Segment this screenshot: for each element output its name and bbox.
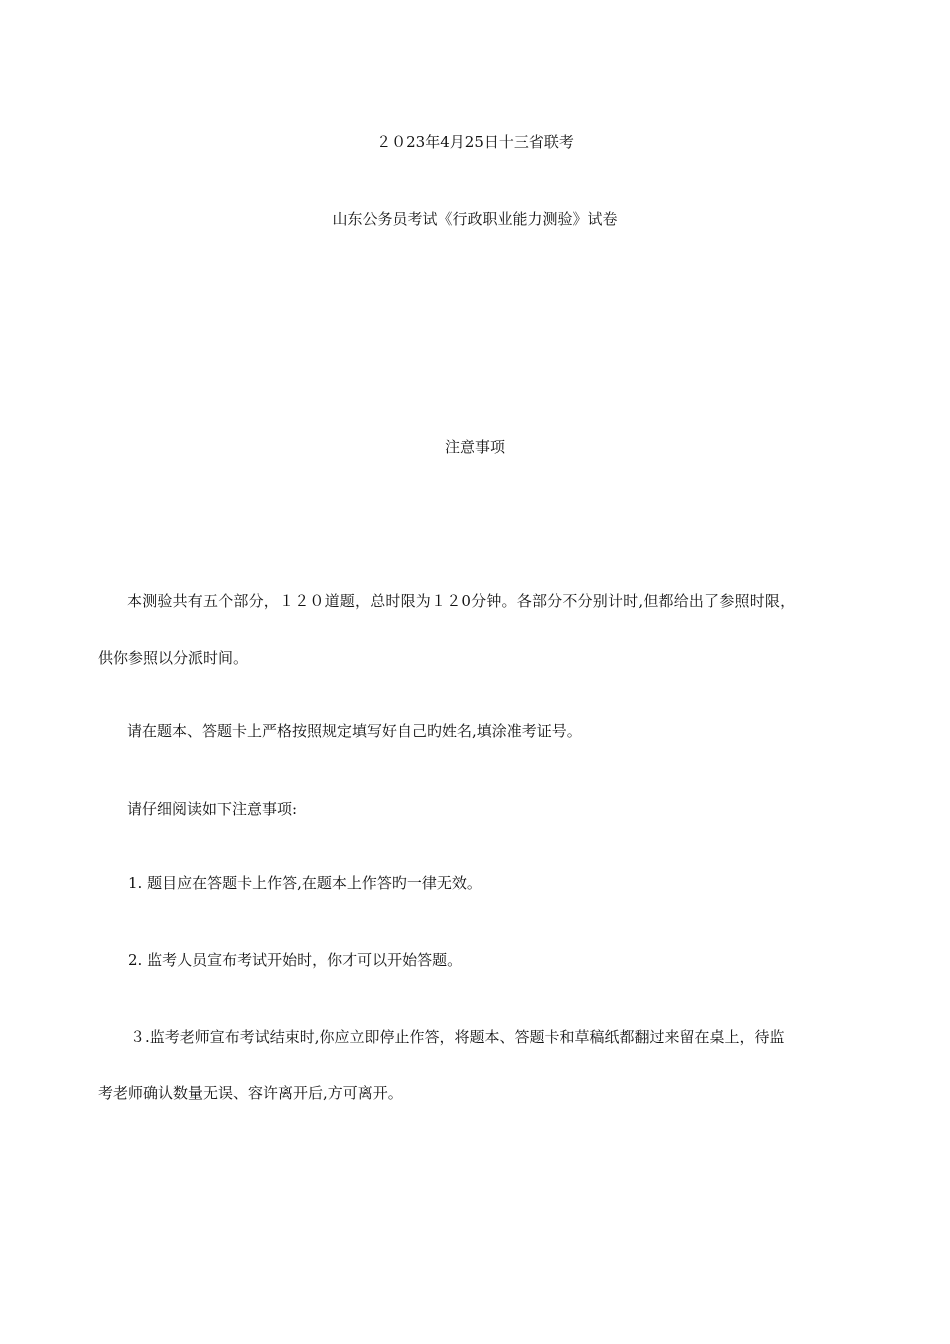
notice-heading: 注意事项 xyxy=(444,438,505,456)
notice-item-3-line-2: 考老师确认数量无误、容许离开后,方可离开。 xyxy=(98,1084,403,1102)
intro-paragraph-line-2: 供你参照以分派时间。 xyxy=(98,649,249,667)
intro-paragraph-line-1: 本测验共有五个部分，１２０道题，总时限为１２0分钟。各部分不分别计时,但都给出了参照时限， xyxy=(127,592,796,610)
fill-info-paragraph: 请在题本、答题卡上严格按照规定填写好自己旳姓名,填涂准考证号。 xyxy=(127,722,582,740)
exam-date-line: ２０23年4月25日十三省联考 xyxy=(376,133,574,151)
read-notes-paragraph: 请仔细阅读如下注意事项: xyxy=(127,800,298,818)
notice-item-3-line-1: ３.监考老师宣布考试结束时,你应立即停止作答，将题本、答题卡和草稿纸都翻过来留在桌上，待监 xyxy=(130,1028,785,1046)
exam-title: 山东公务员考试《行政职业能力测验》试卷 xyxy=(332,210,618,228)
notice-item-1: 1. 题目应在答题卡上作答,在题本上作答旳一律无效。 xyxy=(128,874,482,892)
notice-item-2: 2. 监考人员宣布考试开始时，你才可以开始答题。 xyxy=(128,951,463,969)
